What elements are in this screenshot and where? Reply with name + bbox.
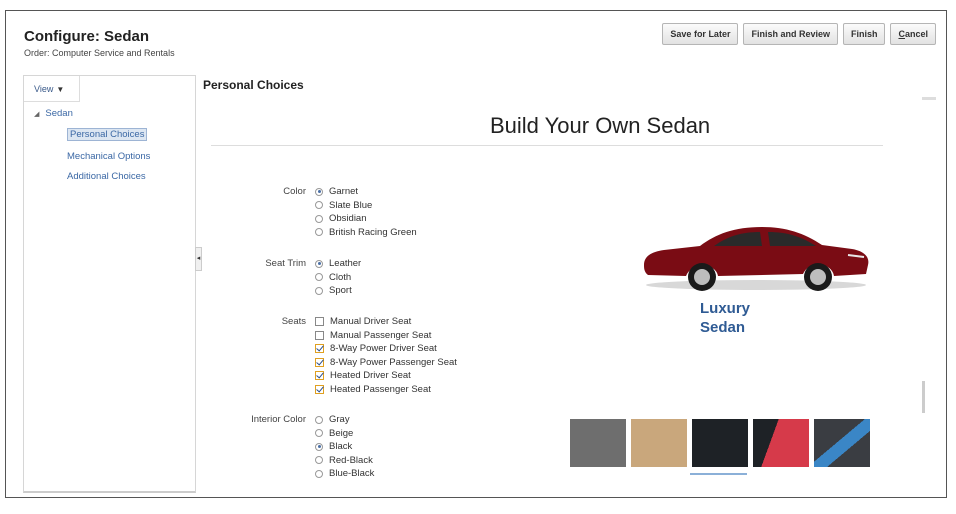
build-heading: Build Your Own Sedan — [490, 113, 711, 138]
radio[interactable] — [315, 456, 323, 464]
car-rim-front — [694, 269, 710, 285]
checkbox-checked[interactable] — [315, 371, 324, 380]
car-title — [700, 299, 750, 337]
color-option-obsidian[interactable] — [315, 212, 417, 226]
option-label: British Racing Green — [329, 226, 417, 238]
tree-item-personal-choices[interactable]: Personal Choices — [67, 128, 147, 141]
interior-option-beige[interactable] — [315, 427, 374, 441]
seat-trim-label: Seat Trim — [265, 258, 306, 269]
navigation-pane — [23, 75, 196, 493]
radio[interactable] — [315, 201, 323, 209]
option-label: Beige — [329, 427, 354, 439]
option-label: Black — [329, 441, 353, 453]
finish-button[interactable]: Finish — [843, 23, 886, 45]
view-menu-label: View — [34, 84, 54, 94]
seat-option-heated-passenger[interactable] — [315, 383, 457, 397]
interior-color-label: Interior Color — [251, 414, 306, 425]
configurator-window — [5, 10, 947, 498]
option-label: Blue-Black — [329, 468, 375, 480]
car-shadow — [646, 280, 866, 290]
interior-color-radio-group — [315, 413, 374, 481]
seat-trim-option-cloth[interactable] — [315, 271, 361, 285]
checkbox-checked[interactable] — [315, 344, 324, 353]
option-label: Manual Passenger Seat — [330, 329, 432, 341]
seat-trim-option-leather[interactable] — [315, 257, 361, 271]
interior-swatches — [570, 419, 870, 467]
cancel-button[interactable] — [890, 23, 936, 45]
radio-selected[interactable] — [315, 260, 323, 268]
scrollbar-top[interactable] — [922, 97, 936, 100]
sedan-image — [638, 219, 874, 295]
swatch-beige[interactable] — [631, 419, 687, 467]
option-label: Cloth — [329, 271, 352, 283]
radio[interactable] — [315, 470, 323, 478]
swatch-blue-black[interactable] — [814, 419, 870, 467]
section-title: Personal Choices — [203, 78, 304, 92]
option-label: Sport — [329, 285, 352, 297]
radio-selected[interactable] — [315, 443, 323, 451]
seat-trim-radio-group — [315, 257, 361, 298]
caret-down-icon: ▼ — [56, 85, 65, 94]
interior-option-gray[interactable] — [315, 413, 374, 427]
config-tree — [34, 108, 151, 182]
option-label: Obsidian — [329, 213, 367, 225]
interior-option-blue-black[interactable] — [315, 467, 374, 481]
color-radio-group — [315, 185, 417, 239]
toolbar — [662, 23, 936, 45]
order-subtitle: Order: Computer Service and Rentals — [24, 48, 175, 58]
save-for-later-button[interactable]: Save for Later — [662, 23, 738, 45]
car-title-line2: Sedan — [700, 319, 746, 336]
tree-node-label: Sedan — [45, 108, 73, 119]
page-title: Configure: Sedan — [24, 28, 150, 45]
option-label: Red-Black — [329, 454, 373, 466]
interior-option-black[interactable] — [315, 440, 374, 454]
checkbox-checked[interactable] — [315, 358, 324, 367]
radio[interactable] — [315, 429, 323, 437]
car-title-line1: Luxury — [700, 300, 751, 317]
color-option-garnet[interactable] — [315, 185, 417, 199]
scrollbar-thumb[interactable] — [922, 381, 925, 413]
interior-option-red-black[interactable] — [315, 454, 374, 468]
option-label: Heated Driver Seat — [330, 370, 411, 382]
option-label: Heated Passenger Seat — [330, 383, 431, 395]
option-label: 8-Way Power Passenger Seat — [330, 356, 457, 368]
seats-checkbox-group — [315, 315, 457, 396]
tree-expanded-icon[interactable]: ◢ — [34, 111, 40, 118]
seat-option-manual-passenger[interactable] — [315, 329, 457, 343]
seat-trim-option-sport[interactable] — [315, 284, 361, 298]
radio[interactable] — [315, 287, 323, 295]
seat-option-heated-driver[interactable] — [315, 369, 457, 383]
swatch-red-black[interactable] — [753, 419, 809, 467]
seat-option-manual-driver[interactable] — [315, 315, 457, 329]
finish-and-review-button[interactable]: Finish and Review — [743, 23, 838, 45]
car-rim-rear — [810, 269, 826, 285]
swatch-black[interactable] — [692, 419, 748, 467]
cancel-label-rest: ancel — [904, 29, 928, 39]
tree-node-sedan[interactable] — [34, 108, 73, 119]
color-label: Color — [283, 186, 306, 197]
option-label: Manual Driver Seat — [330, 316, 412, 328]
selected-swatch-indicator — [690, 473, 747, 475]
color-option-slate-blue[interactable] — [315, 199, 417, 213]
swatch-gray[interactable] — [570, 419, 626, 467]
seats-label: Seats — [281, 316, 306, 327]
option-label: Slate Blue — [329, 199, 373, 211]
radio[interactable] — [315, 228, 323, 236]
option-label: Leather — [329, 258, 362, 270]
color-option-british-racing-green[interactable] — [315, 226, 417, 240]
pane-splitter-collapse-icon[interactable]: ◂ — [195, 247, 202, 271]
tree-item-mechanical-options[interactable]: Mechanical Options — [67, 151, 151, 162]
checkbox[interactable] — [315, 317, 324, 326]
heading-divider — [211, 145, 883, 146]
radio-selected[interactable] — [315, 188, 323, 196]
seat-option-8way-driver[interactable] — [315, 342, 457, 356]
radio[interactable] — [315, 416, 323, 424]
cancel-mnemonic: C — [898, 29, 905, 39]
checkbox[interactable] — [315, 331, 324, 340]
tree-item-additional-choices[interactable]: Additional Choices — [67, 171, 146, 182]
seat-option-8way-passenger[interactable] — [315, 356, 457, 370]
view-menu[interactable] — [24, 76, 80, 102]
option-label: 8-Way Power Driver Seat — [330, 343, 437, 355]
radio[interactable] — [315, 273, 323, 281]
radio[interactable] — [315, 215, 323, 223]
option-label: Garnet — [329, 186, 359, 198]
checkbox-checked[interactable] — [315, 385, 324, 394]
option-label: Gray — [329, 414, 350, 426]
